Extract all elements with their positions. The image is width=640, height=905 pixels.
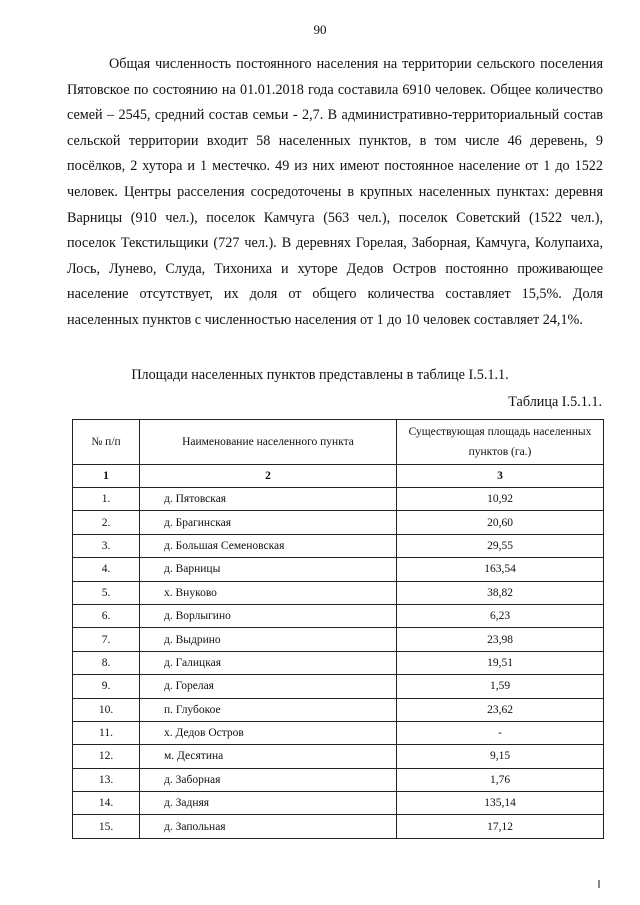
settlement-name: д. Галицкая xyxy=(140,651,397,674)
table-row xyxy=(73,815,604,838)
row-number: 14. xyxy=(73,792,140,815)
header-area: Существующая площадь населенных пунктов (га.) xyxy=(397,420,604,465)
row-number: 15. xyxy=(73,815,140,838)
table-row xyxy=(73,488,604,511)
table-row xyxy=(73,721,604,744)
row-number: 11. xyxy=(73,721,140,744)
body-paragraph: Общая численность постоянного населения на территории сельского поселения Пятовское по состоянию на 01.01.2018 года составила 6910 человек. Общее количество семей – 2545, средний состав семьи - 2,7. В административно-территориальный состав сельской территории входит 58 населенных пунктов, в том числе 46 деревень, 9 посёлков, 2 хутора и 1 местечко. 49 из них имеют постоянное население от 1 до 1522 человек. Центры расселения сосредоточены в крупных населенных пунктах: деревня Варницы (910 чел.), поселок Камчуга (563 чел.), поселок Советский (1522 чел.), поселок Текстильщики (727 чел.). В деревнях Горелая, Заборная, Камчуга, Колупаиха, Лось, Лунево, Слуда, Тихониха и хуторе Дедов Остров постоянно проживающее население отсутствует, их доля от общего количества составляет 15,5%. Доля населенных пунктов с численностью населения от 1 до 10 человек составляет 24,1%. xyxy=(67,56,603,328)
table-row xyxy=(73,651,604,674)
scan-mark xyxy=(598,880,600,888)
settlement-name: д. Запольная xyxy=(140,815,397,838)
table-label: Таблица I.5.1.1. xyxy=(508,394,602,410)
row-number: 8. xyxy=(73,651,140,674)
header-number: № п/п xyxy=(73,420,140,465)
settlement-name: д. Заборная xyxy=(140,768,397,791)
settlement-name: х. Внуково xyxy=(140,581,397,604)
settlement-area: 17,12 xyxy=(397,815,604,838)
settlement-area: 19,51 xyxy=(397,651,604,674)
settlement-name: д. Брагинская xyxy=(140,511,397,534)
table-row xyxy=(73,534,604,557)
row-number: 7. xyxy=(73,628,140,651)
row-number: 2. xyxy=(73,511,140,534)
settlement-name: п. Глубокое xyxy=(140,698,397,721)
table-row xyxy=(73,581,604,604)
settlement-area: 23,98 xyxy=(397,628,604,651)
table-row xyxy=(73,768,604,791)
page-number: 90 xyxy=(313,22,327,37)
settlement-name: д. Варницы xyxy=(140,558,397,581)
settlement-area: 10,92 xyxy=(397,488,604,511)
table-row xyxy=(73,511,604,534)
row-number: 13. xyxy=(73,768,140,791)
row-number: 3. xyxy=(73,534,140,557)
settlement-area: 9,15 xyxy=(397,745,604,768)
column-number-row xyxy=(73,465,604,488)
header-name: Наименование населенного пункта xyxy=(140,420,397,465)
settlement-area: 1,76 xyxy=(397,768,604,791)
table-caption: Площади населенных пунктов представлены в таблице I.5.1.1. xyxy=(131,367,509,383)
settlement-area: 6,23 xyxy=(397,604,604,627)
settlement-area: 29,55 xyxy=(397,534,604,557)
settlement-area: 1,59 xyxy=(397,675,604,698)
table-row xyxy=(73,558,604,581)
column-number-2: 2 xyxy=(140,465,397,488)
row-number: 1. xyxy=(73,488,140,511)
row-number: 10. xyxy=(73,698,140,721)
settlement-name: д. Пятовская xyxy=(140,488,397,511)
settlement-name: д. Большая Семеновская xyxy=(140,534,397,557)
settlement-area: 20,60 xyxy=(397,511,604,534)
table-header-row xyxy=(73,420,604,465)
column-number-1: 1 xyxy=(73,465,140,488)
table-row xyxy=(73,675,604,698)
settlement-area: 23,62 xyxy=(397,698,604,721)
settlement-area: 38,82 xyxy=(397,581,604,604)
settlements-table xyxy=(72,419,604,839)
settlement-name: д. Задняя xyxy=(140,792,397,815)
settlement-area: - xyxy=(397,721,604,744)
settlement-name: х. Дедов Остров xyxy=(140,721,397,744)
table-row xyxy=(73,698,604,721)
settlement-name: д. Ворлыгино xyxy=(140,604,397,627)
settlement-area: 135,14 xyxy=(397,792,604,815)
row-number: 12. xyxy=(73,745,140,768)
table-row xyxy=(73,745,604,768)
row-number: 6. xyxy=(73,604,140,627)
settlement-area: 163,54 xyxy=(397,558,604,581)
table-row xyxy=(73,792,604,815)
row-number: 5. xyxy=(73,581,140,604)
table-row xyxy=(73,604,604,627)
table-row xyxy=(73,628,604,651)
settlement-name: д. Выдрино xyxy=(140,628,397,651)
row-number: 9. xyxy=(73,675,140,698)
settlement-name: д. Горелая xyxy=(140,675,397,698)
column-number-3: 3 xyxy=(397,465,604,488)
settlement-name: м. Десятина xyxy=(140,745,397,768)
row-number: 4. xyxy=(73,558,140,581)
